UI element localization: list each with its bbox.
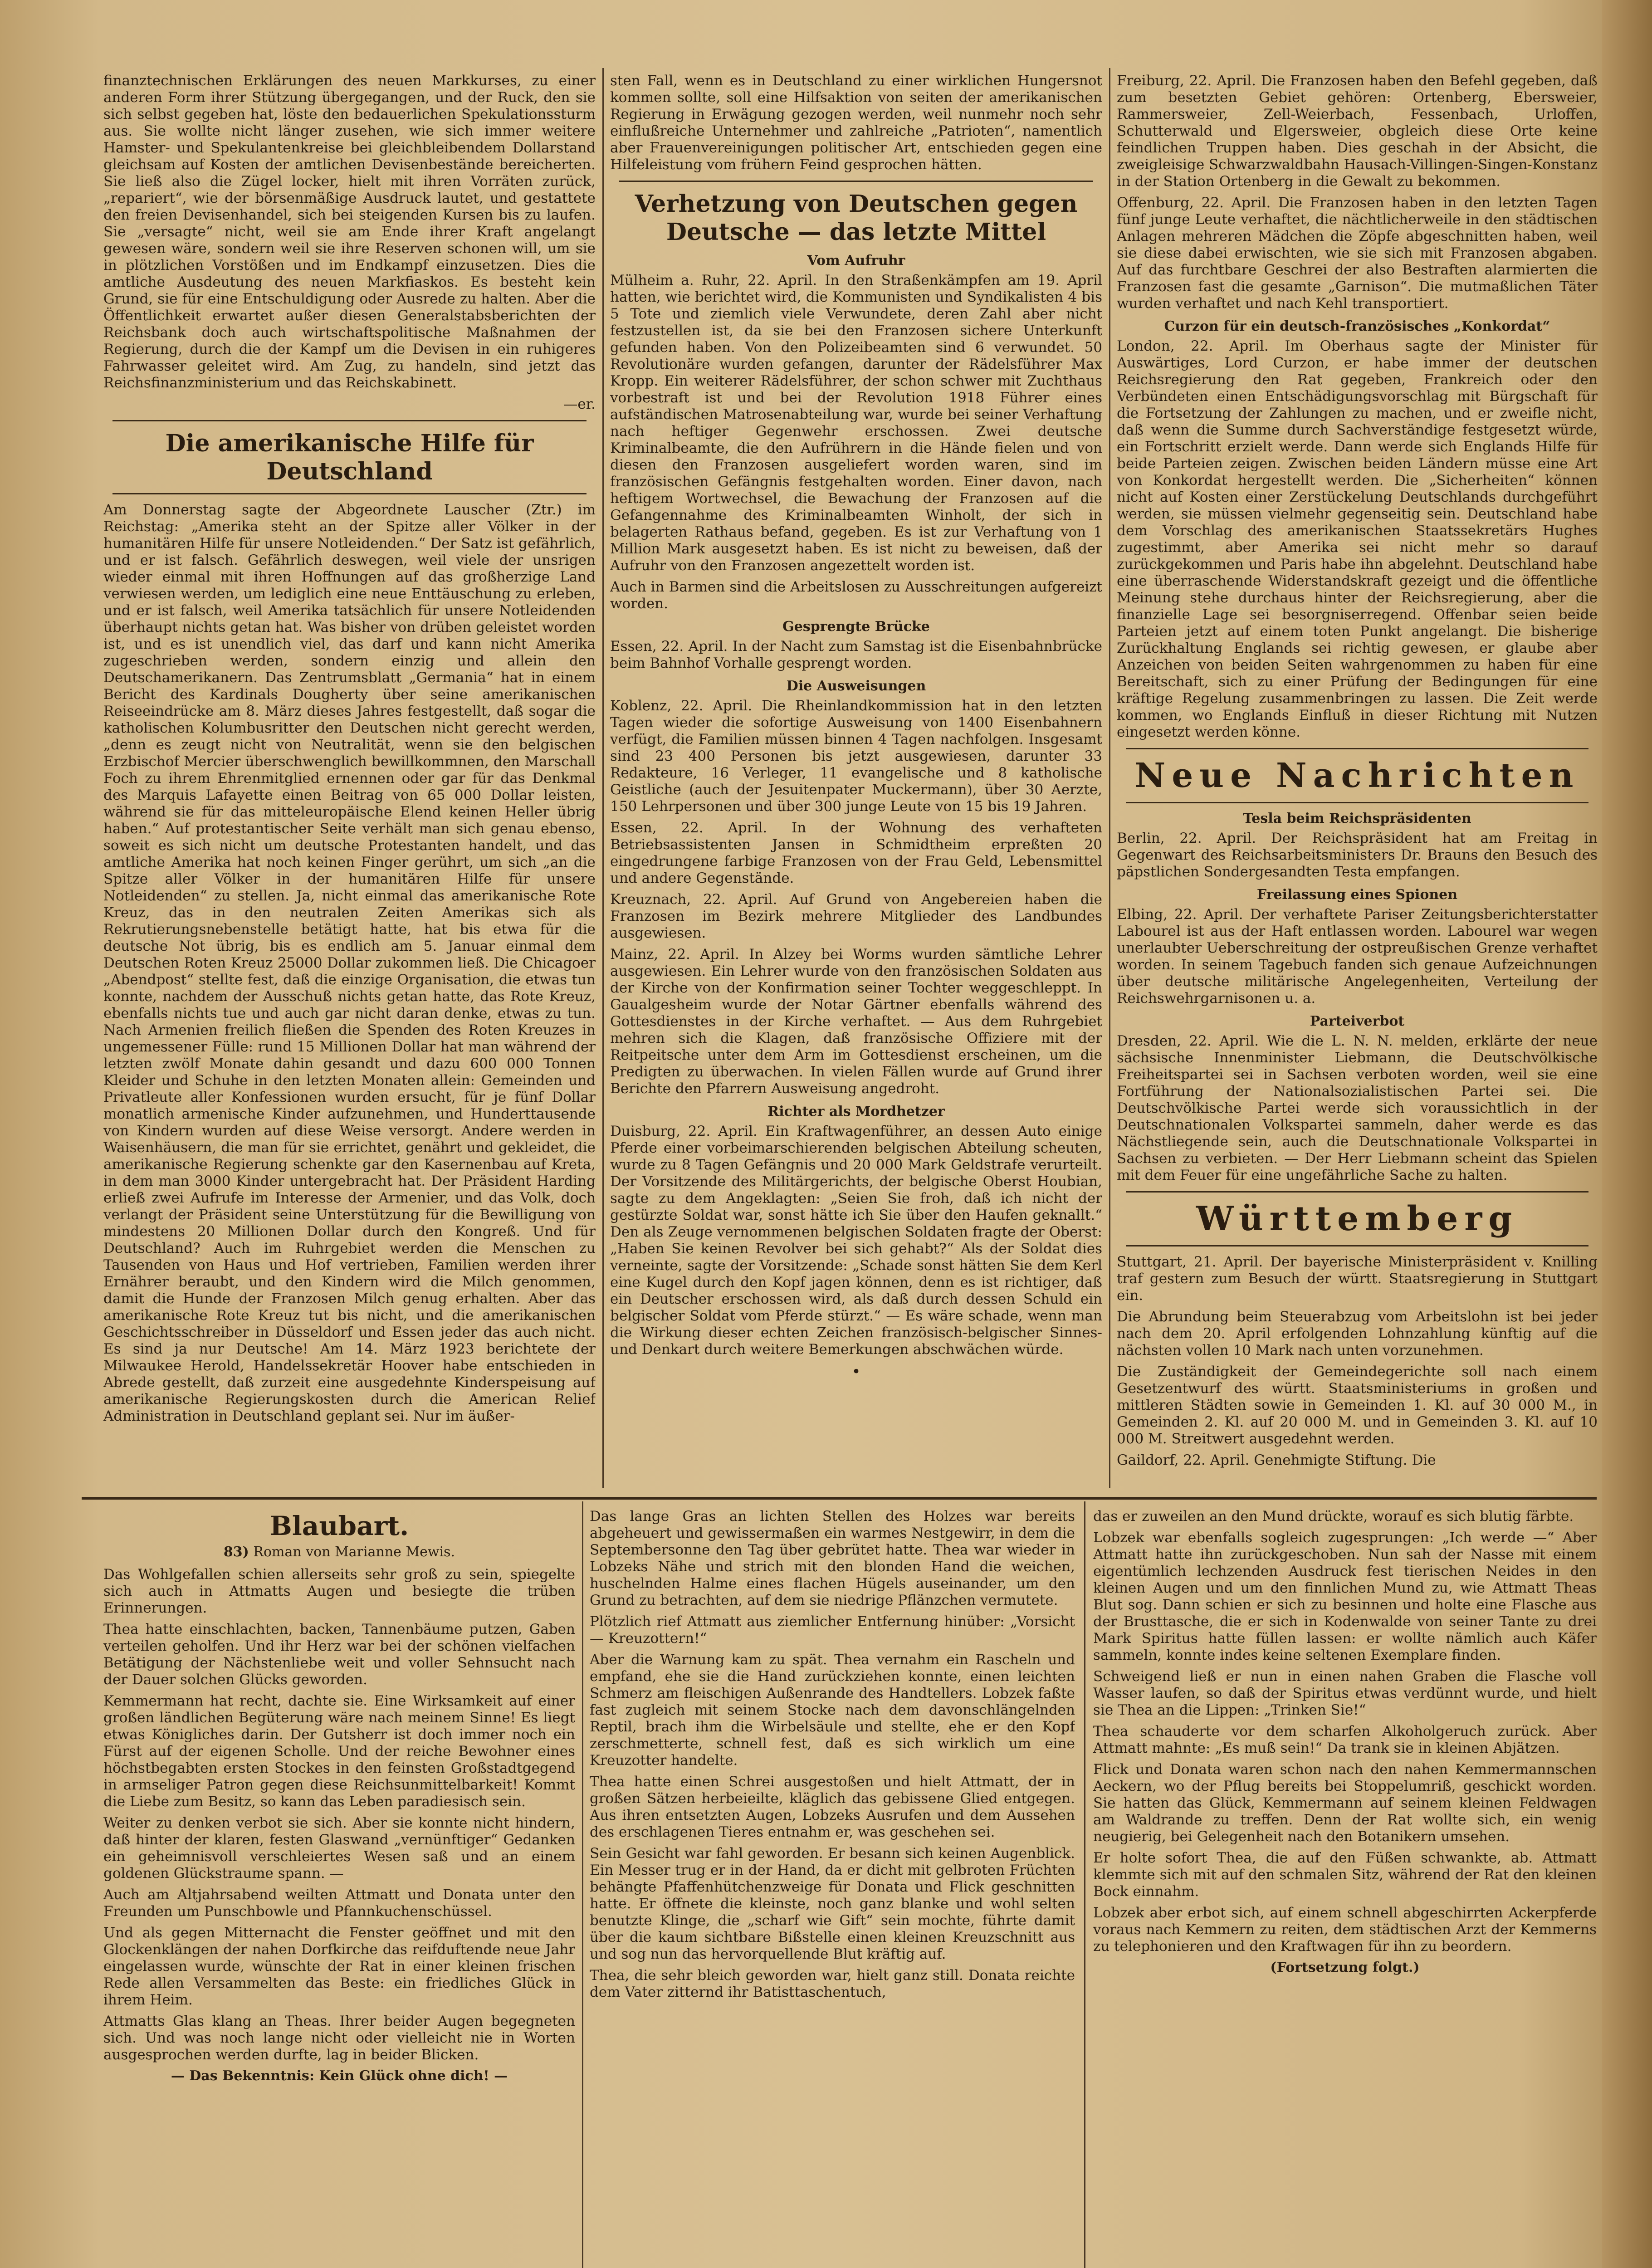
serial-number: 83)	[223, 1544, 249, 1560]
column-rule	[582, 1501, 583, 2268]
serial-paragraph: Er holte sofort Thea, die auf den Füßen schwankte, ab. Attmatt klemmte sich mit auf den schmalen Sitz, während der Rat den kleinen Bock einnahm.	[1093, 1850, 1597, 1900]
serial-paragraph: Das lange Gras an lichten Stellen des Holzes war bereits abgeheuert und gewissermaßen ein warmes Nestgewirr, in dem die Septembersonne den Tag über gebrütet hatte. Thea war wieder in Lobzeks Nähe und strich mit den blonden Hand die weichen, huschelnden Halme eines flachen Hügels auseinander, um den Grund zu betrachten, auf dem sie niedrige Pflänzchen vermutete.	[590, 1508, 1075, 1608]
subhead-testa: Tesla beim Reichspräsidenten	[1243, 811, 1471, 826]
divider	[112, 420, 587, 421]
kreuznach-report: Kreuznach, 22. April. Auf Grund von Angebereien haben die Franzosen im Bezirk mehrere Mitglieder des Landbundes ausgewiesen.	[610, 891, 1102, 941]
column-1	[103, 73, 596, 1488]
column-rule	[1084, 1501, 1085, 2268]
muelheim-report: Mülheim a. Ruhr, 22. April. In den Straßenkämpfen am 19. April hatten, wie berichtet wird, die Kommunisten und Syndikalisten 4 bis 5 Tote und ziemlich viele Verwundete, deren Zahl aber nicht festzustellen ist, da sie bei den Franzosen sichere Unterkunft gefunden haben. Von den Polizeibeamten sind 6 verwundet. 50 Revolutionäre wurden gefangen, darunter der Rädelsführer Max Kropp. Ein weiterer Rädelsführer, der schon schwer mit Zuchthaus vorbestraft ist und bei der Revolution 1918 Führer eines aufständischen Matrosenabteilung war, wurde bei seiner Verhaftung nach heftiger Gegenwehr erschossen. Zwei deutsche Kriminalbeamte, die den Aufrührern in die Hände fielen und von diesen den Franzosen ausgeliefert worden waren, sind im französischen Gefängnis festgehalten worden. Einer davon, nach heftigem Wortwechsel, die Bewachung der Franzosen auf die Gefangennahme des Kriminalbeamten Winholt, der sich in belagerten Rathaus befand, gegeben. Es ist zur Verhaftung von 1 Million Mark ausgesetzt haben. Es ist nicht zu beweisen, daß der Aufruhr von den Franzosen angezettelt worden ist.	[610, 272, 1102, 574]
american-aid-continued: sten Fall, wenn es in Deutschland zu einer wirklichen Hungersnot kommen sollte, soll eine Hilfsaktion von seiten der amerikanischen Regierung in Erwägung gezogen werden, weil nunmehr noch sehr einflußreiche Unternehmer und zahlreiche „Patrioten“, namentlich aber Frauenvereinigungen politischer Art, entschieden gegen eine Hilfeleistung vom frühern Feind gesprochen hätten.	[610, 73, 1102, 173]
divider	[1126, 748, 1588, 749]
essen-report: Essen, 22. April. In der Wohnung des verhafteten Betriebsassistenten Jansen in Schmidtheim erpreßten 20 eingedrungene farbige Franzosen von der Frau Geld, Lebensmittel und andere Gegenstände.	[610, 820, 1102, 886]
divider	[1126, 1191, 1588, 1193]
serial-column-1	[103, 1506, 575, 2268]
divider	[619, 181, 1093, 182]
column-rule	[602, 68, 604, 1488]
serial-paragraph: Thea, die sehr bleich geworden war, hielt ganz still. Donata reichte dem Vater zitternd ihr Batisttaschentuch,	[590, 1967, 1075, 2000]
serial-title: Blaubart.	[269, 1510, 409, 1541]
divider	[1126, 802, 1588, 803]
subhead-spy: Freilassung eines Spionen	[1256, 887, 1458, 903]
gaildorf-report: Gaildorf, 22. April. Genehmigte Stiftung. Die	[1117, 1452, 1436, 1468]
berlin-report: Berlin, 22. April. Der Reichspräsident hat am Freitag in Gegenwart des Reichsarbeitsministers Dr. Brauns den Besuch des päpstlichen Sondergesandten Testa empfangen.	[1117, 830, 1598, 880]
feuilleton-rule	[82, 1497, 1597, 1500]
column-3	[1117, 73, 1598, 1488]
serial-paragraph: Plötzlich rief Attmatt aus ziemlicher Entfernung hinüber: „Vorsicht — Kreuzottern!“	[590, 1613, 1075, 1647]
subhead-party-ban: Parteiverbot	[1310, 1013, 1405, 1029]
subhead-uprising: Vom Aufruhr	[807, 253, 905, 269]
serial-paragraph: Thea hatte einen Schrei ausgestoßen und hielt Attmatt, der in großen Sätzen herbeieilte, kläglich das gebissene Glied entgegen. Aus ihren entsetzten Augen, Lobzeks Ausrufen und dem Aussehen des erschlagenen Tieres entnahm er, was geschehen sei.	[590, 1774, 1075, 1840]
serial-paragraph: Auch am Altjahrsabend weilten Attmatt und Donata unter den Freunden um Punschbowle und Pfannkuchenschüssel.	[103, 1887, 575, 1920]
divider	[112, 493, 587, 494]
finance-article-signature: —er.	[563, 396, 596, 412]
serial-paragraph: Schweigend ließ er nun in einen nahen Graben die Flasche voll Wasser laufen, so daß der Spiritus etwas verdünnt wurde, und hielt sie Thea an die Lippen: „Trinken Sie!“	[1093, 1668, 1597, 1718]
finance-article-text: finanztechnischen Erklärungen des neuen Markkurses, zu einer anderen Form ihrer Stützung übergegangen, und der Ruck, den sie sich selbst gegeben hat, löste den bedauerlichen Spekulationssturm aus. Sie wollte nicht länger zusehen, wie sich immer weitere Hamster- und Spekulantenkreise bei gleichbleibendem Dollarstand gleichsam auf Kosten der amtlichen Devisenbestände bereicherten. Sie ließ also die Zügel locker, hielt mit ihren Vorräten zurück, „repariert“, wie der börsenmäßige Ausdruck lautet, und gestattete den freien Devisenhandel, sich bei steigenden Kursen bis zu laufen. Sie „versagte“ nicht, weil sie am Ende ihrer Kraft angelangt gewesen wäre, sondern weil sie ihre Reserven schonen will, um sie in plötzlichen Vorstößen und im Endkampf einzusetzen. Dies die amtliche Ausdeutung des neuen Markfiaskos. Es besteht kein Grund, sie für eine Entschuldigung oder Ausrede zu halten. Aber die Öffentlichkeit erwartet außer diesen Generalstabsberichten der Reichsbank doch auch wirtschaftspolitische Maßnahmen der Regierung, durch die der Kampf um die Devisen in ein ruhigeres Fahrwasser geleitet wird. Am Zug, zu handeln, sind jetzt das Reichsfinanzministerium und das Reichskabinett.	[103, 73, 596, 391]
stuttgart-report: Stuttgart, 21. April. Der bayerische Ministerpräsident v. Knilling traf gestern zum Besuch der württ. Staatsregierung in Stuttgart ein.	[1117, 1254, 1598, 1304]
column-rule	[1109, 68, 1110, 1488]
serial-paragraph: Attmatts Glas klang an Theas. Ihrer beider Augen begegneten sich. Und was noch lange nicht oder vielleicht nie in Worten ausgesprochen werden durfte, lag in beider Blicken.	[103, 2013, 575, 2063]
end-ornament: •	[851, 1363, 861, 1381]
koblenz-report: Koblenz, 22. April. Die Rheinlandkommission hat in den letzten Tagen wieder die sofortige Ausweisung von 1400 Eisenbahnern verfügt, die Familien müssen binnen 4 Tagen nachfolgen. Insgesamt sind 23 400 Personen bis jetzt ausgewiesen, darunter 33 Redakteure, 16 Verleger, 11 evangelische und 8 katholische Geistliche (auch der Jesuitenpater Muckermann), über 30 Aerzte, 150 Lehrpersonen und über 300 junge Leute von 15 bis 19 Jahren.	[610, 698, 1102, 815]
serial-paragraph: Flick und Donata waren schon nach den nahen Kemmermannschen Aeckern, wo der Pflug bereits bei Stoppelumriß, geschickt worden. Sie hatten das Glück, Kemmermann auf seinem kleinen Feldwagen am Waldrande zu treffen. Denn der Rat wollte sich, ein wenig neugierig, bei Gelegenheit nach den Botanikern umsehen.	[1093, 1761, 1597, 1845]
headline-american-aid: Die amerikanische Hilfe für Deutschland	[165, 430, 534, 485]
serial-paragraph: Thea hatte einschlachten, backen, Tannenbäume putzen, Gaben verteilen geholfen. Und ihr Herz war bei der schönen vielfachen Betätigung der Nächstenliebe weit und voller Sehnsucht nach der Dauer solchen Glücks geworden.	[103, 1621, 575, 1688]
subhead-curzon: Curzon für ein deutsch-französisches „Konkordat“	[1164, 318, 1550, 334]
subhead-expulsions: Die Ausweisungen	[786, 678, 926, 694]
serial-section-end: — Das Bekenntnis: Kein Glück ohne dich! —	[171, 2068, 508, 2084]
serial-paragraph: Aber die Warnung kam zu spät. Thea vernahm ein Rascheln und empfand, ehe sie die Hand zurückziehen konnte, einen leichten Schmerz am fleischigen Außenrande des Handtellers. Lobzek faßte fast zugleich mit seinem Stocke nach dem davonschlängelnden Reptil, brach ihm die Wirbelsäule und stellte, ehe er den Kopf zerschmetterte, schnell fest, daß es sich wirklich um eine Kreuzotter handelte.	[590, 1652, 1075, 1769]
column-2	[610, 73, 1102, 1488]
serial-paragraph: Und als gegen Mitternacht die Fenster geöffnet und mit den Glockenklängen der nahen Dorfkirche das reifduftende neue Jahr eingelassen wurde, wünschte der Rat in einer kleinen frischen Rede allen Versammelten das Beste: ein friedliches Glück in ihrem Heim.	[103, 1925, 575, 2008]
tax-rounding-report: Die Abrundung beim Steuerabzug vom Arbeitslohn ist bei jeder nach dem 20. April erfolgenden Lohnzahlung künftig auf die nächsten vollen 10 Mark nach unten vorzunehmen.	[1117, 1309, 1598, 1359]
headline-agitation: Verhetzung von Deutschen gegen Deutsche — das letzte Mittel	[635, 190, 1078, 246]
serial-paragraph: Lobzek war ebenfalls sogleich zugesprungen: „Ich werde —“ Aber Attmatt hatte ihn zurückgeschoben. Nun sah der Nasse mit einem eigentümlich lechzenden Ausdruck fest tierischen Neides in den kleinen Augen und um den finnlichen Mund zu, wie Attmatt Theas Blut sog. Dann schien er sich zu besinnen und holte eine Flasche aus der Brusttasche, die er sich in Kodenwalde von seiner Tante zu drei Mark Spiritus hatte füllen lassen: er wollte nämlich auch Käfer sammeln, konnte indes keine seltenen Exemplare finden.	[1093, 1530, 1597, 1663]
duisburg-report: Duisburg, 22. April. Ein Kraftwagenführer, an dessen Auto einige Pferde einer vorbeimarschierenden belgischen Abteilung scheuten, wurde zu 8 Tagen Gefängnis und 20 000 Mark Geldstrafe verurteilt. Der Vorsitzende des Militärgerichts, der belgische Oberst Houbian, sagte zu dem Angeklagten: „Seien Sie froh, daß ich nicht der gestürzte Soldat war, sonst hätte ich Sie über den Haufen geknallt.“ Den als Zeuge vernommenen belgischen Soldaten fragte der Oberst: „Haben Sie keinen Revolver bei sich gehabt?“ Als der Soldat dies verneinte, sagte der Vorsitzende: „Schade sonst hätten Sie dem Kerl eine Kugel durch den Kopf jagen können, denn es ist richtiger, daß ein Deutscher erschossen wird, als daß durch dessen Schuld ein belgischer Soldat vom Pferde stürzt.“ — Es wäre schade, wenn man die Wirkung dieser echten Zeichen französisch-belgischer Sinnes- und Denkart durch weitere Bemerkungen abschwächen würde.	[610, 1123, 1102, 1358]
serial-author-name: Roman von Marianne Mewis.	[253, 1544, 455, 1560]
serial-paragraph: Das Wohlgefallen schien allerseits sehr groß zu sein, spiegelte sich auch in Attmatts Augen und besiegte die trüben Erinnerungen.	[103, 1566, 575, 1616]
serial-paragraph: Sein Gesicht war fahl geworden. Er besann sich keinen Augenblick. Ein Messer trug er in der Hand, da er dicht mit gelbroten Früchten behängte Pfaffenhütchenzweige für Donata und Flick geschnitten hatte. Er öffnete die kleinste, noch ganz blanke und wohl selten benutzte Klinge, die „scharf wie Gift“ sein mochte, führte damit über die kaum sichtbare Bißstelle einen kleinen Kreuzschnitt aus und sog nun das hervorquellende Blut kräftig auf.	[590, 1845, 1075, 1962]
offenburg-report: Offenburg, 22. April. Die Franzosen haben in den letzten Tagen fünf junge Leute verhaftet, die nächtlicherweile in den städtischen Anlagen mehreren Mädchen die Zöpfe abgeschnitten haben, weil sie diese dabei erwischten, wie sie sich mit Franzosen abgaben. Auf das furchtbare Geschrei der also Bestraften alarmierten die Franzosen fast die gesamte „Garnison“. Die mutmaßlichen Täter wurden verhaftet und nach Kehl transportiert.	[1117, 195, 1598, 312]
serial-column-3	[1093, 1508, 1597, 2268]
serial-paragraph: Lobzek aber erbot sich, auf einem schnell abgeschirrten Ackerpferde voraus nach Kemmern zu reiten, dem städtischen Arzt der Kemmerns zu telephonieren und den Kraftwagen für ihn zu beordern.	[1093, 1905, 1597, 1955]
serial-paragraph: Thea schauderte vor dem scharfen Alkoholgeruch zurück. Aber Attmatt mahnte: „Es muß sein!“ Da trank sie in kleinen Abjätzen.	[1093, 1723, 1597, 1756]
serial-paragraph: Kemmermann hat recht, dachte sie. Eine Wirksamkeit auf einer großen ländlichen Begüterung wäre nach meinem Sinne! Es liegt etwas Königliches darin. Der Gutsherr ist doch immer noch ein Fürst auf der eigenen Scholle. Und der reiche Bewohner eines höchstbegabten ersten Stockes in den feinsten Großstadtgegend in armseliger Patron gegen diese Reichsunmittelbarkeit! Kommt die Liebe zum Besitz, so kann das Leben paradiesisch sein.	[103, 1693, 575, 1810]
page-binding-edge	[1602, 0, 1652, 2268]
serial-paragraph: das er zuweilen an den Mund drückte, worauf es sich blutig färbte.	[1093, 1508, 1574, 1525]
section-wuerttemberg: Württemberg	[1196, 1199, 1519, 1238]
courts-report: Die Zuständigkeit der Gemeindegerichte soll nach einem Gesetzentwurf des württ. Staatsministeriums in großen und mittleren Städten sowie in Gemeinden 1. Kl. auf 30 000 M., in Gemeinden 2. Kl. auf 20 000 M. und in Gemeinden 3. Kl. auf 10 000 M. Streitwert ausgedehnt werden.	[1117, 1364, 1598, 1447]
essen-bridge-report: Essen, 22. April. In der Nacht zum Samstag ist die Eisenbahnbrücke beim Bahnhof Vorhalle gesprengt worden.	[610, 638, 1102, 671]
serial-continued-note: (Fortsetzung folgt.)	[1270, 1960, 1420, 1975]
mainz-report: Mainz, 22. April. In Alzey bei Worms wurden sämtliche Lehrer ausgewiesen. Ein Lehrer wurde von den französischen Soldaten aus der Kirche von der Konfirmation seiner Tochter weggeschleppt. In Gaualgesheim wurde der Notar Gärtner ebenfalls während des Gottesdienstes in der Kirche verhaftet. — Aus dem Ruhrgebiet mehren sich die Klagen, daß französische Offiziere mit der Reitpeitsche unter dem Arm im Gottesdienst erscheinen, um die Predigten zu überwachen. In vielen Fällen wurde auf Grund ihrer Berichte den Pfarrern Ausweisung angedroht.	[610, 946, 1102, 1097]
serial-column-2	[590, 1508, 1075, 2268]
dresden-report: Dresden, 22. April. Wie die L. N. N. melden, erklärte der neue sächsische Innenminister Liebmann, die Deutschvölkische Freiheitspartei sei in Sachsen verboten worden, weil sie eine Fortführung der Nationalsozialistischen Partei sei. Die Deutschvölkische Partei werde sich voraussichtlich in der Deutschnationalen Volkspartei sammeln, daher werde es das Nächstliegende sein, auch die Deutschnationale Volkspartei in Sachsen zu verbieten. — Der Herr Liebmann scheint das Spielen mit dem Feuer für eine ungefährliche Sache zu halten.	[1117, 1033, 1598, 1183]
divider	[1126, 1245, 1588, 1246]
serial-author	[103, 1544, 575, 1560]
elbing-report: Elbing, 22. April. Der verhaftete Pariser Zeitungsberichterstatter Labourel ist aus der Haft entlassen worden. Labourel war wegen unerlaubter Ueberschreitung der ostpreußischen Grenze verhaftet worden. In seinem Tagebuch fanden sich genaue Aufzeichnungen über deutsche militärische Angelegenheiten, Verteilung der Reichswehrgarnisonen u. a.	[1117, 906, 1598, 1007]
serial-paragraph: Weiter zu denken verbot sie sich. Aber sie konnte nicht hindern, daß hinter der klaren, festen Glaswand „vernünftiger“ Gedanken ein geheimnisvoll verschleiertes Wesen saß und an einem goldenen Glückstraume spann. —	[103, 1815, 575, 1882]
american-aid-article-text: Am Donnerstag sagte der Abgeordnete Lauscher (Ztr.) im Reichstag: „Amerika steht an der Spitze aller Völker in der humanitären Hilfe für unsere Notleidenden.“ Der Satz ist gefährlich, und er ist falsch. Gefährlich deswegen, weil viele der unsrigen wieder einmal mit ihren Hoffnungen auf das großherzige Land verwiesen werden, um lediglich eine neue Enttäuschung zu erleben, und er ist falsch, weil Amerika tatsächlich für unsere Notleidenden überhaupt nichts getan hat. Was bisher von drüben geleistet worden ist, und es ist unendlich viel, das darf und kann nicht Amerika zugeschrieben werden, sondern einzig und allein den Deutschamerikanern. Das Zentrumsblatt „Germania“ hat in einem Bericht des Kardinals Dougherty über seine amerikanischen Reiseeindrücke am 8. März dieses Jahres festgestellt, daß sogar die katholischen Kolumbusritter den Deutschen nicht gerecht werden, „denn es zeugt nicht von Neutralität, wenn sie den belgischen Erzbischof Mercier überschwenglich bewillkommnen, den Marschall Foch zu ihrem Ehrenmitglied ernennen oder gar für das Denkmal des Marquis Lafayette einen Beitrag von 65 000 Dollar leisten, während sie für das mitteleuropäische Elend keinen Heller übrig haben.“ Auf protestantischer Seite verhält man sich genau ebenso, soweit es sich nicht um deutsche Protestanten handelt, und das amtliche Amerika hat noch keinen Finger gerührt, um sich „an die Spitze aller Völker in der humanitären Hilfe für unsere Notleidenden“ zu stellen. Ja, nicht einmal das amerikanische Rote Kreuz, das in den neutralen Zeiten Amerikas sich als Rekrutierungsnebenstelle betätigt hatte, hat bis etwa für die deutsche Not übrig, bis es endlich am 5. Januar einmal dem Deutschen Roten Kreuz 25000 Dollar zukommen ließ. Die Chicagoer „Abendpost“ stellte fest, daß die einzige Organisation, die etwas tun konnte, nachdem der Ausschuß nichts getan hatte, das Rote Kreuz, ebenfalls nichts tue und auch gar nicht daran denke, etwas zu tun. Nach Armenien freilich fließen die Spenden des Roten Kreuzes in ungemessener Fülle: rund 15 Millionen Dollar hat man während der letzten zwölf Monate dahin gesandt und dazu 600 000 Tonnen Kleider und Schuhe in den letzten Monaten allein: Gemeinden und Privatleute aller Konfessionen wurden ersucht, für je fünf Dollar monatlich armenische Kinder aufzunehmen, und Hunderttausende von Kindern wurden auf diese Weise versorgt. Andere werden in Waisenhäusern, die man für sie errichtet, genährt und gekleidet, die amerikanische Regierung schenkte gar den Kasernenbau auf Kreta, in dem man 3000 Kinder untergebracht hat. Der Präsident Harding erließ zwei Aufrufe im Interesse der Armenier, und das Volk, doch verlangt der Präsident seine Unterstützung für die Bewilligung von mindestens 20 Millionen Dollar durch den Kongreß. Und für Deutschland? Auch im Ruhrgebiet werden die Menschen zu Tausenden von Haus und Hof vertrieben, Familien werden ihrer Ernährer beraubt, und den Kindern wird die Milch genommen, damit die Hunde der Franzosen Milch genug erhalten. Aber das amerikanische Rote Kreuz tut bis nicht, und die amerikanischen Geschichtsschreiber in Düsseldorf und Essen jeder das auch nicht. Es sind ja nur Deutsche! Am 14. März 1923 berichtete der Milwaukee Herold, Handelssekretär Hoover habe entschieden in Abrede gestellt, daß zurzeit eine ausgedehnte Kinderspeisung auf amerikanische Regierungskosten durch die American Relief Administration in Deutschland geplant sei. Nur im äußer-	[103, 502, 596, 1424]
freiburg-report: Freiburg, 22. April. Die Franzosen haben den Befehl gegeben, daß zum besetzten Gebiet gehören: Ortenberg, Ebersweier, Rammersweier, Zell-Weierbach, Fessenbach, Urloffen, Schutterwald und Elgersweier, obgleich diese Orte keine feindlichen Truppen haben. Dies geschah in der Absicht, die zweigleisige Schwarzwaldbahn Hausach-Villingen-Singen-Konstanz in der Station Ortenberg in die Gewalt zu bekommen.	[1117, 73, 1598, 190]
london-report: London, 22. April. Im Oberhaus sagte der Minister für Auswärtiges, Lord Curzon, er habe immer der deutschen Reichsregierung den Rat gegeben, Frankreich oder den Verbündeten einen Entschädigungsvorschlag mit Bürgschaft für die Fortsetzung der Zahlungen zu machen, und er zweifle nicht, daß wenn die Summe durch Sachverständige festgesetzt würde, ein Fortschritt erzielt werde. Dann werde sich Englands Hilfe für beide Parteien zeigen. Zwischen beiden Ländern müsse eine Art von Konkordat hergestellt werden. Die „Sicherheiten“ können nicht auf Kosten einer Zerstückelung Deutschlands durchgeführt werden, sie müssen vielmehr gegenseitig sein. Deutschland habe dem Vorschlag des amerikanischen Staatssekretärs Hughes zugestimmt, aber Amerika sei nicht mehr so darauf zurückgekommen und Paris habe ihn abgelehnt. Deutschland habe eine überraschende Widerstandskraft gezeigt und die öffentliche Meinung stehe durchaus hinter der Reichsregierung, aber die finanzielle Lage sei besorgniserregend. Offenbar seien beide Parteien jetzt auf einem toten Punkt angelangt. Die bisherige Zurückhaltung Englands sei richtig gewesen, er glaube aber Anzeichen von beiden Seiten wahrgenommen zu haben für eine Bereitschaft, sich zu einer Prüfung der Bedingungen für eine kräftige Regelung zusammenbringen zu lassen. Die Zeit werde kommen, wo Englands Einfluß in dieser Richtung mit Nutzen eingesetzt werden könne.	[1117, 338, 1598, 740]
subhead-judges: Richter als Mordhetzer	[767, 1104, 945, 1119]
section-neue-nachrichten: Neue Nachrichten	[1134, 756, 1580, 795]
barmen-report: Auch in Barmen sind die Arbeitslosen zu Ausschreitungen aufgereizt worden.	[610, 579, 1102, 612]
subhead-bridge: Gesprengte Brücke	[782, 619, 930, 635]
